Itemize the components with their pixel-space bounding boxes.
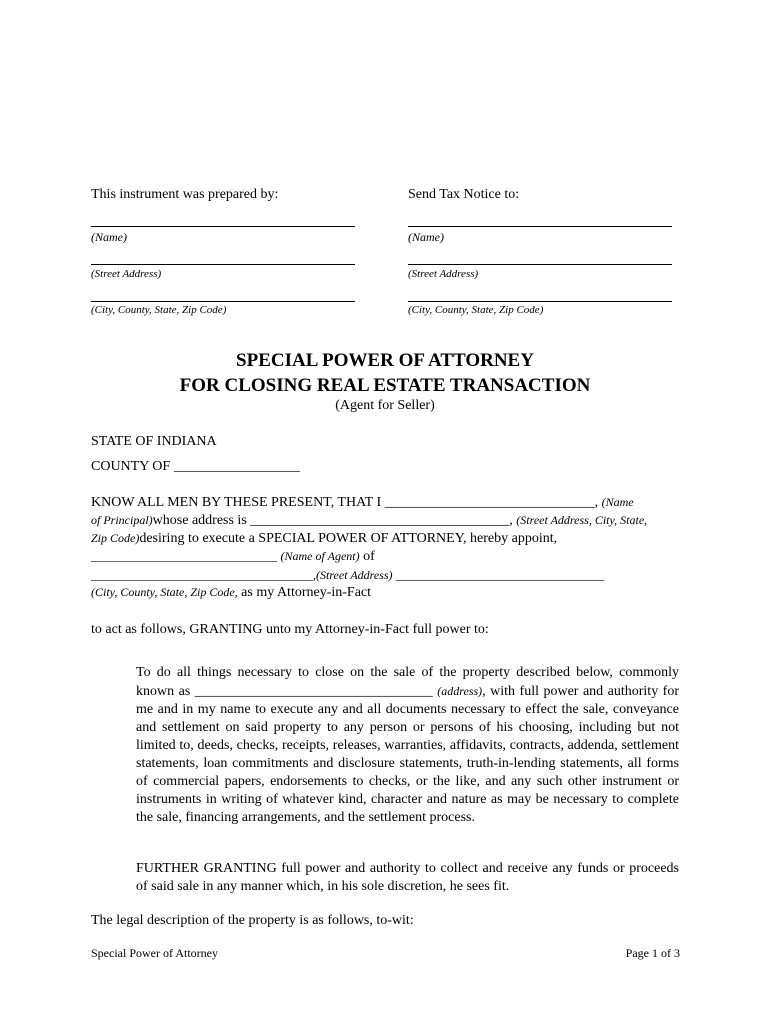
prepared-city-line [91, 301, 355, 302]
prepared-name-line [91, 226, 355, 227]
prepared-by-label: This instrument was prepared by: [91, 187, 279, 202]
intro-line-5-blank2: ________________________________ [396, 567, 605, 582]
granting-intro: to act as follows, GRANTING unto my Attorney-in-Fact full power to: [91, 622, 489, 637]
intro-line-1-caption: (Name [601, 495, 634, 509]
document-subtitle: (Agent for Seller) [335, 398, 435, 413]
intro-line-4 [91, 549, 375, 565]
prepared-city-caption: (City, County, State, Zip Code) [91, 304, 227, 316]
body-paragraph-1-rest: , with full power and authority for me and in my name to execute any and all documents necessary to effect the sale, conveyance and settlement on said property to any person or persons of his choosing, including but not limited to, deeds, checks, receipts, releases, warranties, affidavits, contracts, addenda, settlement statements, loan commitments and disclosure statements, truth-in-lending statements, all forms of commercial papers, endorsements to checks, or the like, and any such other instrument or instruments in writing of whatever kind, character and nature as may be necessary to complete the sale, financing arrangements, and the settlement process. [136, 684, 680, 825]
intro-line-2-caption-a: of Principal) [91, 513, 153, 527]
prepared-street-caption: (Street Address) [91, 268, 162, 280]
intro-line-3 [91, 531, 557, 547]
intro-line-6-text: as my Attorney-in-Fact [241, 585, 372, 600]
body-paragraph-1-caption: (address) [437, 684, 483, 698]
tax-street-caption: (Street Address) [408, 268, 479, 280]
document-title-line1: SPECIAL POWER OF ATTORNEY [236, 350, 534, 371]
intro-line-4-text: of [363, 549, 375, 564]
prepared-name-caption: (Name) [91, 230, 127, 244]
intro-line-1-text: KNOW ALL MEN BY THESE PRESENT, THAT I ______________________________, [91, 495, 599, 510]
intro-line-3-text: desiring to execute a SPECIAL POWER OF ATTORNEY, hereby appoint, [139, 531, 558, 546]
intro-line-6 [91, 585, 371, 601]
intro-line-2 [91, 513, 647, 529]
tax-city-line [408, 301, 672, 302]
intro-line-4-blank: _______________________________ [91, 549, 277, 563]
intro-line-2-caption-b: (Street Address, City, State, [516, 513, 648, 527]
state-line: STATE OF INDIANA [91, 434, 217, 449]
intro-line-6-caption: (City, County, State, Zip Code, [91, 585, 238, 599]
footer-document-name: Special Power of Attorney [91, 946, 218, 960]
tax-notice-label: Send Tax Notice to: [408, 187, 520, 202]
footer-page-number: Page 1 of 3 [625, 946, 680, 960]
intro-line-2-text: whose address is _____________________________________, [152, 513, 513, 528]
intro-line-4-caption: (Name of Agent) [280, 549, 360, 563]
intro-line-5 [91, 567, 604, 584]
prepared-street-line [91, 264, 355, 265]
intro-line-5-blank: _____________________________________, [91, 568, 316, 582]
body-paragraph-1-start: To do all things necessary to close on the sale of the property described below, commonly known as __________________________________ [136, 665, 679, 699]
body-paragraph-1 [136, 664, 679, 827]
county-line: COUNTY OF __________________ [91, 459, 300, 474]
tax-city-caption: (City, County, State, Zip Code) [408, 304, 544, 316]
tax-street-line [408, 264, 672, 265]
legal-description-intro: The legal description of the property is as follows, to-wit: [91, 913, 414, 928]
tax-name-caption: (Name) [408, 230, 444, 244]
tax-name-line [408, 226, 672, 227]
intro-line-5-caption: (Street Address) [316, 568, 393, 582]
body-paragraph-2: FURTHER GRANTING full power and authority to collect and receive any funds or proceeds of said sale in any manner which, in his sole discretion, he sees fit. [136, 861, 679, 894]
intro-line-3-caption: Zip Code) [91, 531, 140, 545]
intro-line-1 [91, 495, 634, 511]
document-title-line2: FOR CLOSING REAL ESTATE TRANSACTION [179, 375, 591, 396]
